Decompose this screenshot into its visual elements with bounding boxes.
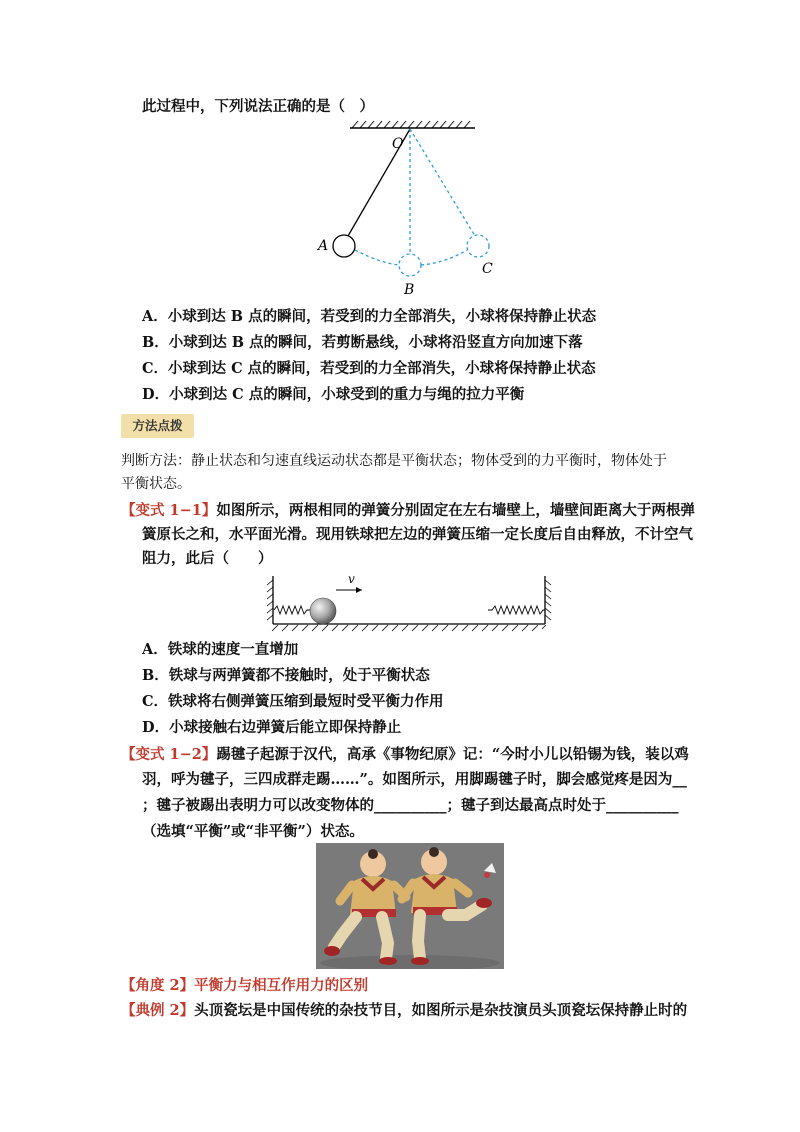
- q1-stem: 此过程中，下列说法正确的是（ ）: [142, 98, 374, 115]
- example-2-text: 头顶瓷坛是中国传统的杂技节目，如图所示是杂技演员头顶瓷坛保持静止时的: [194, 1002, 688, 1019]
- variant-1-2-line1: [121, 745, 689, 765]
- angle-2-heading: [121, 976, 368, 996]
- variant-1-1-option-d: D．小球接触右边弹簧后能立即保持静止: [142, 719, 402, 736]
- variant-1-1-line2: 簧原长之和，水平面光滑。现用铁球把左边的弹簧压缩一定长度后自由释放，不计空气: [142, 526, 693, 543]
- q1-option-b: B．小球到达 B 点的瞬间，若剪断悬线，小球将沿竖直方向加速下落: [142, 334, 583, 351]
- method-badge: 方法点拨: [121, 414, 194, 438]
- variant-1-2-line2: 羽，呼为毽子，三四成群走踢……”。如图所示，用脚踢毽子时，脚会感觉疼是因为__: [142, 771, 687, 788]
- variant-1-1-option-c: C．铁球将右侧弹簧压缩到最短时受平衡力作用: [142, 693, 444, 710]
- label-c: C: [482, 261, 493, 277]
- example-2-tag: 【典例 2】: [121, 1002, 195, 1019]
- q1-option-a: A．小球到达 B 点的瞬间，若受到的力全部消失，小球将保持静止状态: [142, 308, 597, 325]
- variant-1-1-option-b: B．铁球与两弹簧都不接触时，处于平衡状态: [142, 667, 430, 684]
- angle-2-title: 平衡力与相互作用力的区别: [194, 977, 369, 994]
- variant-1-2-line3: ；毽子被踢出表明力可以改变物体的__________；毽子到达最高点时处于__________: [142, 797, 679, 814]
- variant-1-2-text1: 踢毽子起源于汉代，高承《事物纪原》记：“今时小儿以铅锡为钱，装以鸡: [216, 746, 689, 763]
- label-v: v: [348, 572, 355, 586]
- variant-1-1-line3: 阻力，此后（ ）: [142, 550, 273, 567]
- example-2-line1: [121, 1001, 687, 1021]
- kicking-children-picture: [316, 843, 504, 969]
- variant-1-1-text1: 如图所示，两根相同的弹簧分别固定在左右墙壁上，墙壁间距离大于两根弹: [216, 502, 695, 519]
- method-text-line1: 判断方法：静止状态和匀速直线运动状态都是平衡状态；物体受到的力平衡时，物体处于: [121, 453, 667, 469]
- label-b: B: [404, 282, 415, 298]
- shuttlecock-kicking-illustration: [316, 843, 504, 969]
- label-o: O: [392, 136, 404, 152]
- variant-1-2-line4: （选填“平衡”或“非平衡”）状态。: [142, 823, 364, 840]
- variant-1-1-option-a: A．铁球的速度一直增加: [142, 641, 299, 658]
- pendulum-diagram: [300, 120, 500, 300]
- method-text-line2: 平衡状态。: [121, 476, 191, 492]
- label-a: A: [318, 238, 329, 254]
- variant-1-1-tag: 【变式 1−1】: [121, 502, 217, 519]
- angle-2-tag: 【角度 2】: [121, 977, 195, 994]
- variant-1-1-line1: [121, 501, 695, 521]
- spring-diagram: [264, 568, 556, 638]
- q1-option-d: D．小球到达 C 点的瞬间，小球受到的重力与绳的拉力平衡: [142, 386, 525, 403]
- variant-1-2-tag: 【变式 1−2】: [121, 746, 217, 763]
- q1-option-c: C．小球到达 C 点的瞬间，若受到的力全部消失，小球将保持静止状态: [142, 360, 596, 377]
